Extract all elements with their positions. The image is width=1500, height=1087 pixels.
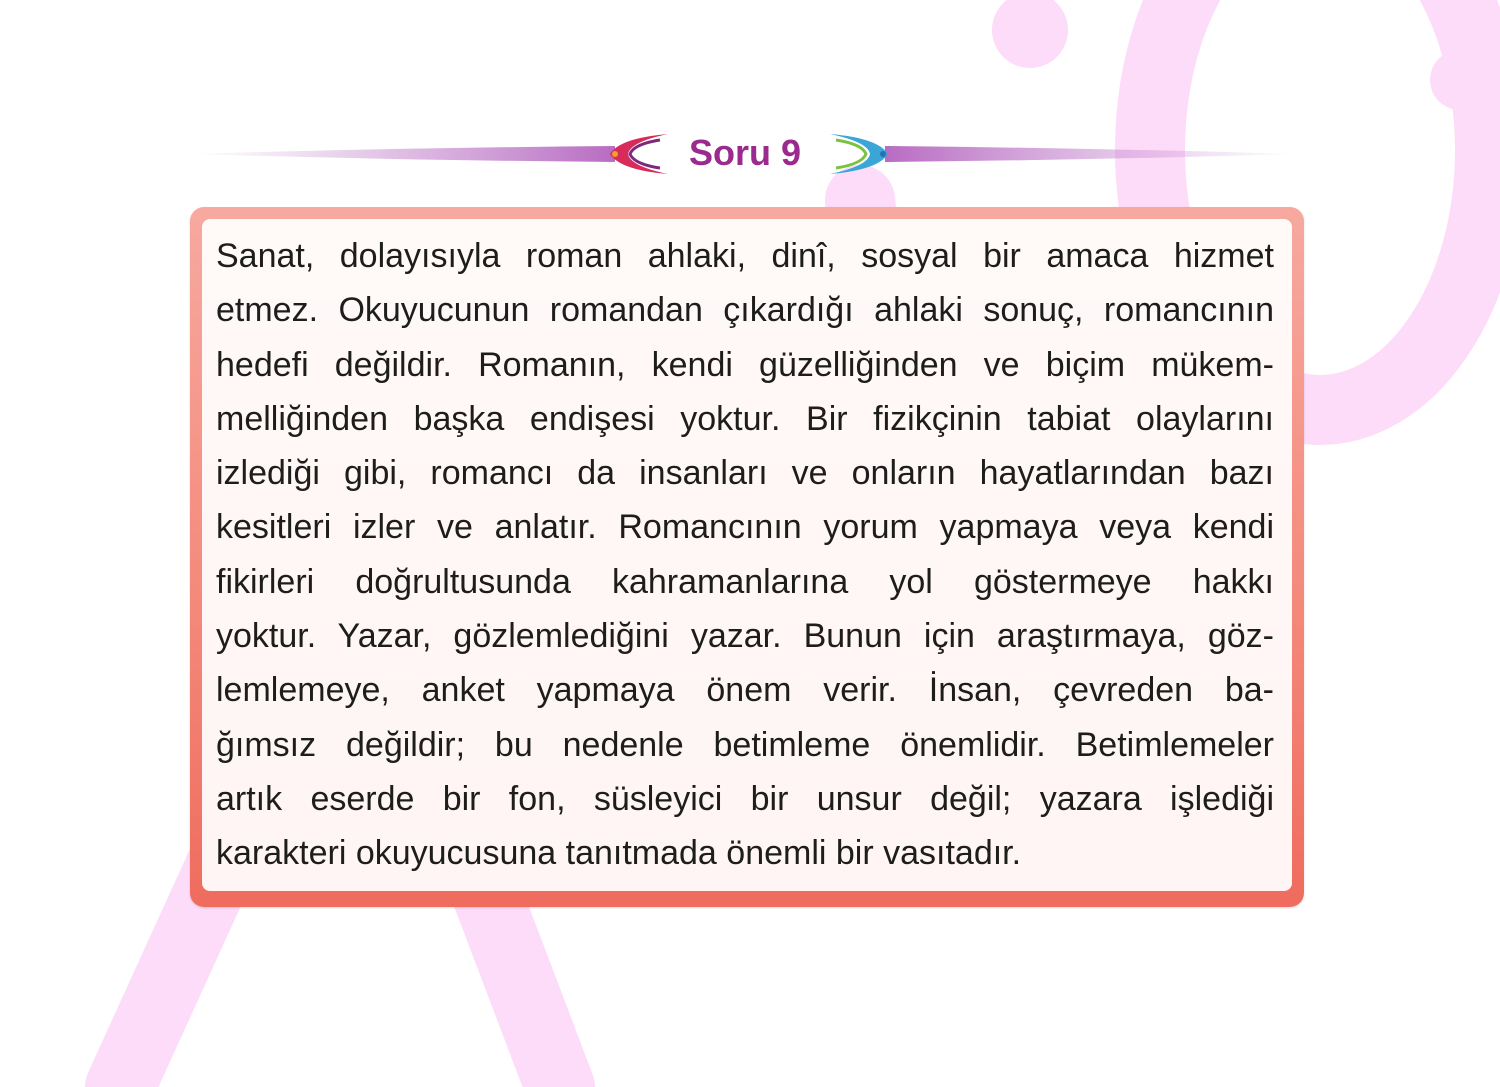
passage-line: Sanat, dolayısıyla roman ahlaki, dinî, sosyal bir amaca hizmet bbox=[216, 237, 1274, 275]
question-title: Soru 9 bbox=[688, 132, 802, 173]
passage-line: fikirleri doğrultusunda kahramanlarına yol göstermeye hakkı bbox=[216, 562, 1274, 601]
passage-line: hedefi değildir. Romanın, kendi güzelliğinden ve biçim mükem- bbox=[216, 345, 1274, 384]
passage-line: etmez. Okuyucunun romandan çıkardığı ahlaki sonuç, romancının bbox=[216, 291, 1274, 330]
passage-line: ğımsız değildir; bu nedenle betimleme önemlidir. Betimlemeler bbox=[216, 725, 1274, 764]
passage-text bbox=[216, 229, 1274, 881]
passage-line: melliğinden başka endişesi yoktur. Bir fizikçinin tabiat olaylarını bbox=[216, 399, 1274, 438]
passage-line: karakteri okuyucusuna tanıtmada önemli bir vasıtadır. bbox=[216, 834, 1022, 873]
question-header bbox=[190, 126, 1300, 182]
passage-line: artık eserde bir fon, süsleyici bir unsur değil; yazara işlediği bbox=[216, 779, 1274, 818]
passage-line: yoktur. Yazar, gözlemlediğini yazar. Bunun için araştırmaya, göz- bbox=[216, 617, 1274, 656]
passage-line: izlediği gibi, romancı da insanları ve onların hayatlarından bazı bbox=[216, 454, 1274, 493]
passage-line: lemlemeye, anket yapmaya önem verir. İnsan, çevreden ba- bbox=[216, 671, 1274, 710]
passage-line: kesitleri izler ve anlatır. Romancının yorum yapmaya veya kendi bbox=[216, 508, 1274, 547]
